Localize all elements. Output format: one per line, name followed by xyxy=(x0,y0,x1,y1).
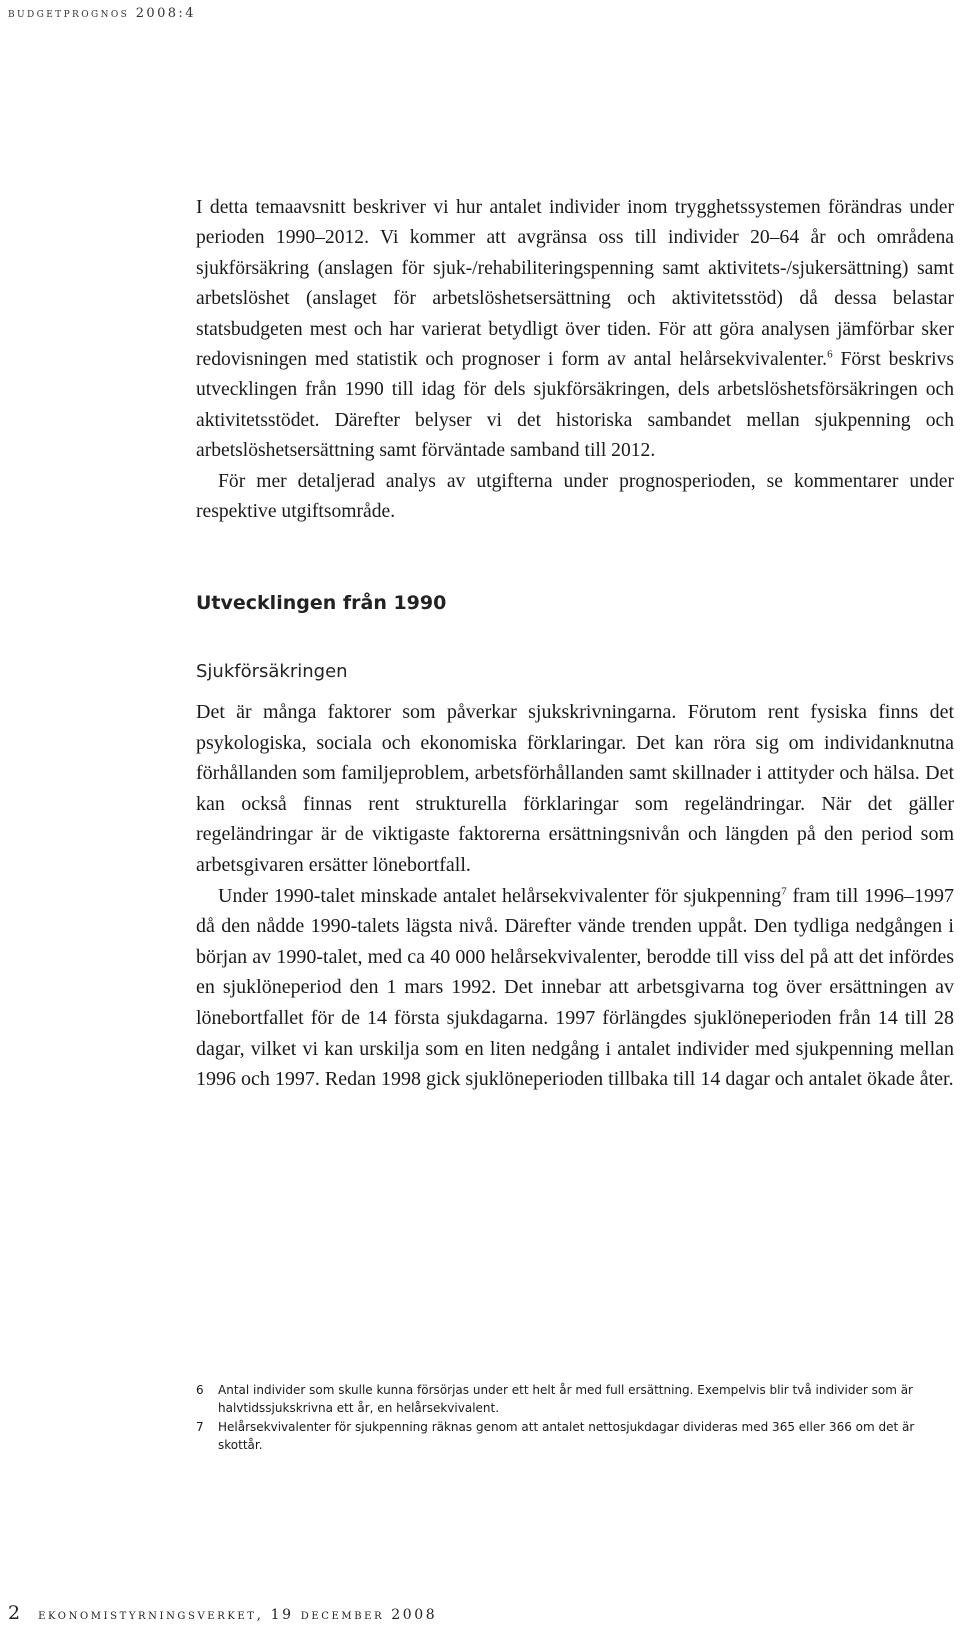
footer-publisher: ekonomistyrningsverket, 19 december 2008 xyxy=(38,1607,438,1623)
footnote-reference-7[interactable]: 7 xyxy=(781,884,787,897)
footnote-7 xyxy=(196,1418,956,1454)
page-footer xyxy=(8,1602,437,1624)
footnote-reference-6[interactable]: 6 xyxy=(827,348,833,361)
section-paragraph-2-part-2: fram till 1996–1997 då den nådde 1990-talets lägsta nivå. Därefter vände trenden uppåt. Den tydliga nedgången i början av 1990-talet, med ca 40 000 helårsekvivalenter, berodde till viss del på att det infördes en sjuklöneperiod den 1 mars 1992. Det innebar att arbetsgivarna tog över ersättningen av lönebortfallet för de 14 första sjukdagarna. 1997 förlängdes sjuklöneperioden från 14 till 28 dagar, vilket vi kan urskilja som en liten nedgång i antalet individer med sjukpenning mellan 1996 och 1997. Redan 1998 gick sjuklöneperioden tillbaka till 14 dagar och antalet ökade åter. xyxy=(196,884,955,1091)
intro-paragraph-1 xyxy=(196,193,954,467)
section-paragraph-2 xyxy=(196,881,954,1095)
footnote-number: 6 xyxy=(196,1383,204,1397)
footnote-6 xyxy=(196,1381,956,1417)
footnote-text: Antal individer som skulle kunna försörjas under ett helt år med full ersättning. Exempelvis blir två individer som är halvtidssjukskrivna ett år, en helårsekvivalent. xyxy=(218,1383,913,1415)
page-number: 2 xyxy=(8,1602,21,1624)
subsection-heading: Sjukförsäkringen xyxy=(196,661,348,682)
section-body xyxy=(196,697,954,1095)
intro-paragraph-1-part-1: I detta temaavsnitt beskriver vi hur antalet individer inom trygghetssystemen förändras under perioden 1990–2012. Vi kommer att avgränsa oss till individer 20–64 år och områdena sjukförsäkring (anslagen för sjuk-/rehabiliteringspenning samt aktivitets-/sjukersättning) samt arbetslöshet (anslaget för arbetslöshetsersättning och aktivitetsstöd) då dessa belastar statsbudgeten mest och har varierat betydligt över tiden. För att göra analysen jämförbar sker redovisningen med statistik och prognoser i form av antal helårsekvivalenter. xyxy=(196,197,954,371)
running-header: budgetprognos 2008:4 xyxy=(8,6,196,21)
footnote-text: Helårsekvivalenter för sjukpenning räknas genom att antalet nettosjukdagar divideras med 365 eller 366 om det är skottår. xyxy=(218,1420,915,1452)
section-heading: Utvecklingen från 1990 xyxy=(196,592,447,614)
intro-text xyxy=(196,193,954,527)
intro-paragraph-2: För mer detaljerad analys av utgifterna under prognosperioden, se kommentarer under respektive utgiftsområde. xyxy=(196,470,954,523)
footnote-number: 7 xyxy=(196,1420,204,1434)
intro-paragraph-1-part-2: Först beskrivs utvecklingen från 1990 till idag för dels sjukförsäkringen, dels arbetslöshetsförsäkringen och aktivitetsstödet. Därefter belyser vi det historiska sambandet mellan sjukpenning och arbetslöshetsersättning samt förväntade samband till 2012. xyxy=(196,349,954,462)
section-paragraph-2-part-1: Under 1990-talet minskade antalet helårsekvivalenter för sjukpenning xyxy=(218,884,782,907)
footnotes xyxy=(196,1381,956,1455)
section-paragraph-1: Det är många faktorer som påverkar sjukskrivningarna. Förutom rent fysiska finns det psykologiska, sociala och ekonomiska förklaringar. Det kan röra sig om individanknutna förhållanden som familjeproblem, arbetsförhållanden samt skillnader i attityder och hälsa. Det kan också finnas rent strukturella förklaringar som regeländringar. När det gäller regeländringar är de viktigaste faktorerna ersättningsnivån och längden på den period som arbetsgivaren ersätter lönebortfall. xyxy=(196,701,954,876)
